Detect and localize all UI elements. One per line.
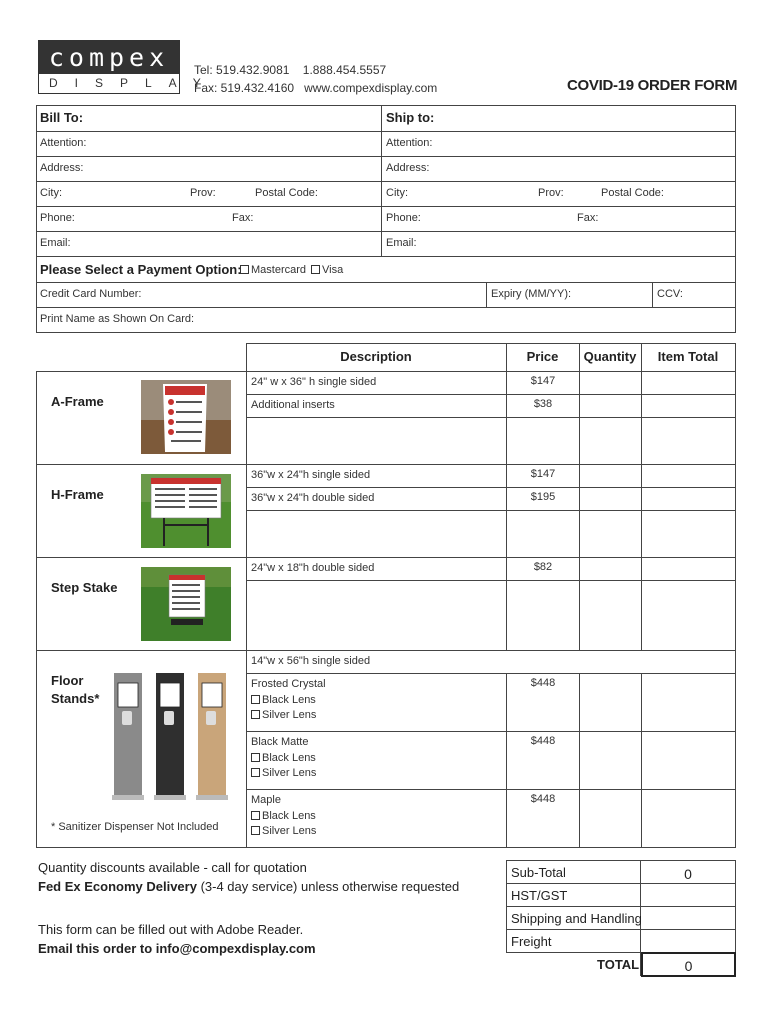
logo-subtitle: DISPLAY: [49, 76, 218, 90]
stepstake-row1-desc: 24"w x 18"h double sided: [251, 562, 375, 574]
ship-to-heading: Ship to:: [386, 110, 435, 125]
crystal-label: Frosted Crystal: [251, 678, 326, 690]
floor-maple-desc: [251, 793, 316, 840]
floor-size-desc: 14"w x 56"h single sided: [251, 655, 371, 667]
bill-fax-field[interactable]: Fax:: [232, 212, 254, 224]
col-item-total: Item Total: [657, 349, 719, 364]
website-link[interactable]: www.compexdisplay.com: [304, 81, 438, 95]
fedex-note: [38, 879, 459, 894]
stepstake-row1-price: $82: [533, 561, 553, 573]
matte-black-lens-label: Black Lens: [262, 751, 316, 764]
bill-attention-field[interactable]: Attention:: [40, 137, 87, 149]
crystal-silver-lens-label: Silver Lens: [262, 709, 317, 721]
compex-logo: [38, 40, 218, 94]
bill-postal-field[interactable]: Postal Code:: [255, 187, 318, 199]
ccv-field[interactable]: CCV:: [657, 288, 683, 300]
tollfree-number: 1.888.454.5557: [302, 63, 387, 77]
discount-note: Quantity discounts available - call for quotation: [38, 860, 307, 875]
maple-black-lens-checkbox[interactable]: [251, 811, 260, 820]
mastercard-checkbox[interactable]: [240, 265, 249, 274]
aframe-row1-desc: 24" w x 36" h single sided: [251, 376, 377, 388]
hframe-row1-price: $147: [530, 468, 556, 480]
col-description: Description: [340, 349, 412, 364]
fax-number: Fax: 519.432.4160: [194, 81, 295, 95]
ship-address-field[interactable]: Address:: [386, 162, 430, 174]
tel-number: Tel: 519.432.9081: [194, 63, 290, 77]
bill-to-heading: Bill To:: [40, 110, 84, 125]
maple-black-lens-label: Black Lens: [262, 809, 316, 822]
crystal-black-lens-checkbox[interactable]: [251, 695, 260, 704]
bill-city-field[interactable]: City:: [40, 187, 62, 199]
product-step-stake: Step Stake: [51, 580, 118, 595]
ship-prov-field[interactable]: Prov:: [538, 187, 564, 199]
logo-wordmark: compex: [39, 41, 179, 74]
floor-matte-price: $448: [530, 735, 556, 747]
floor-stands-image: [106, 669, 244, 805]
maple-label: Maple: [251, 794, 281, 806]
ship-attention-field[interactable]: Attention:: [386, 137, 433, 149]
col-quantity: Quantity: [583, 349, 637, 364]
aframe-image: [141, 380, 231, 454]
subtotal-label: Sub-Total: [511, 865, 566, 880]
print-name-field[interactable]: Print Name as Shown On Card:: [40, 313, 195, 325]
crystal-silver-lens-checkbox[interactable]: [251, 710, 260, 719]
visa-checkbox[interactable]: [311, 265, 320, 274]
ship-email-field[interactable]: Email:: [386, 237, 417, 249]
contact-tel: [194, 62, 386, 78]
email-note[interactable]: Email this order to info@compexdisplay.com: [38, 941, 316, 956]
floor-crystal-price: $448: [530, 677, 556, 689]
floor-crystal-desc: [251, 677, 326, 724]
mastercard-option[interactable]: [240, 264, 306, 276]
aframe-row2-price: $38: [533, 398, 553, 410]
payment-heading: Please Select a Payment Option:: [40, 262, 242, 277]
expiry-field[interactable]: Expiry (MM/YY):: [491, 288, 572, 300]
hframe-image: [141, 474, 231, 548]
bill-address-field[interactable]: Address:: [40, 162, 84, 174]
product-hframe: H-Frame: [51, 487, 104, 502]
matte-label: Black Matte: [251, 736, 309, 748]
visa-label: Visa: [322, 264, 344, 276]
total-label: TOTAL: [597, 957, 640, 972]
hst-label: HST/GST: [511, 888, 568, 903]
form-title: COVID-19 ORDER FORM: [567, 77, 738, 94]
col-price: Price: [526, 349, 559, 364]
matte-silver-lens-label: Silver Lens: [262, 767, 317, 779]
matte-silver-lens-checkbox[interactable]: [251, 768, 260, 777]
visa-option[interactable]: [311, 264, 343, 276]
floor-matte-desc: [251, 735, 316, 782]
matte-black-lens-checkbox[interactable]: [251, 753, 260, 762]
maple-silver-lens-checkbox[interactable]: [251, 826, 260, 835]
bill-email-field[interactable]: Email:: [40, 237, 71, 249]
maple-silver-lens-label: Silver Lens: [262, 825, 317, 837]
freight-label: Freight: [511, 934, 552, 949]
adobe-note: This form can be filled out with Adobe Reader.: [38, 922, 304, 937]
bill-prov-field[interactable]: Prov:: [190, 187, 216, 199]
ship-fax-field[interactable]: Fax:: [577, 212, 599, 224]
step-stake-image: [141, 567, 231, 641]
hframe-row2-price: $195: [530, 491, 556, 503]
crystal-black-lens-label: Black Lens: [262, 693, 316, 706]
total-value[interactable]: 0: [684, 958, 693, 974]
bill-phone-field[interactable]: Phone:: [40, 212, 75, 224]
floor-maple-price: $448: [530, 793, 556, 805]
ship-postal-field[interactable]: Postal Code:: [601, 187, 664, 199]
subtotal-value[interactable]: 0: [684, 866, 692, 882]
hframe-row2-desc: 36"w x 24"h double sided: [251, 492, 375, 504]
floor-name-line2: Stands*: [51, 691, 100, 706]
floor-note: * Sanitizer Dispenser Not Included: [51, 821, 219, 833]
aframe-row2-desc: Additional inserts: [251, 399, 335, 411]
contact-fax: [194, 80, 437, 96]
card-number-field[interactable]: Credit Card Number:: [40, 288, 142, 300]
shipping-label: Shipping and Handling: [511, 911, 642, 926]
ship-city-field[interactable]: City:: [386, 187, 408, 199]
floor-name-line1: Floor: [51, 673, 84, 688]
ship-phone-field[interactable]: Phone:: [386, 212, 421, 224]
aframe-row1-price: $147: [530, 375, 556, 387]
product-floor-stands: [51, 672, 99, 708]
product-aframe: A-Frame: [51, 394, 104, 409]
fedex-rest: (3-4 day service) unless otherwise requested: [196, 879, 460, 894]
hframe-row1-desc: 36"w x 24"h single sided: [251, 469, 371, 481]
mastercard-label: Mastercard: [251, 264, 307, 276]
fedex-bold: Fed Ex Economy Delivery: [38, 879, 197, 894]
